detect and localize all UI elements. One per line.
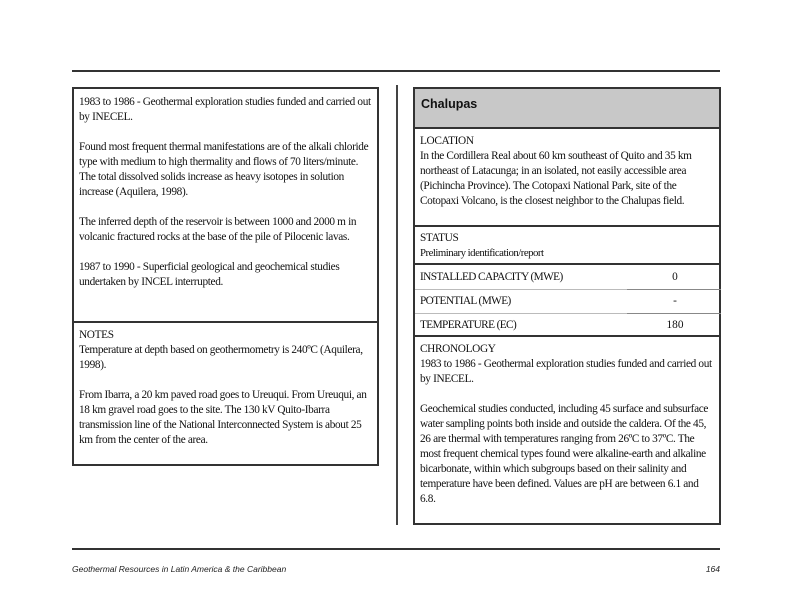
footer-rule xyxy=(72,548,720,550)
site-name: Chalupas xyxy=(421,97,478,111)
metric-row-installed-capacity xyxy=(415,265,719,289)
history-paragraph: Found most frequent thermal manifestations are of the alkali chloride type with medium to high thermality and flows of 70 liters/minute. The total dissolved solids increase as heavy isotopes in solution increase (Aquilera, 1998). xyxy=(79,141,369,198)
metric-value: 0 xyxy=(672,271,678,283)
status-value: Preliminary identification/report xyxy=(420,247,544,259)
history-paragraph: 1983 to 1986 - Geothermal exploration studies funded and carried out by INECEL. xyxy=(79,96,371,123)
header-rule xyxy=(72,70,720,72)
notes-section xyxy=(74,323,377,464)
notes-paragraph: From Ibarra, a 20 km paved road goes to Ureuqui. From Ureuqui, an 18 km gravel road goes to the site. The 130 kV Quito-Ibarra transmission line of the National Interconnected System is about 25 km from the center of the area. xyxy=(79,389,367,446)
location-text: In the Cordillera Real about 60 km southeast of Quito and 35 km northeast of Latacunga; in an isolated, not easily accessible area (Pichincha Province). The Cotopaxi National Park, site of the Cotopaxi Volcano, is the closest neighbor to the Chalupas field. xyxy=(420,150,692,207)
chronology-heading: CHRONOLOGY xyxy=(420,343,496,355)
notes-heading: NOTES xyxy=(79,329,114,341)
history-section xyxy=(74,89,377,323)
column-divider xyxy=(396,85,398,525)
history-paragraph: 1987 to 1990 - Superficial geological and geochemical studies undertaken by INCEL interrupted. xyxy=(79,261,340,288)
status-heading: STATUS xyxy=(420,232,459,244)
chronology-section xyxy=(415,337,719,523)
metric-value: - xyxy=(673,295,677,307)
metric-row-potential xyxy=(415,289,719,313)
notes-paragraph: Temperature at depth based on geothermometry is 240ºC (Aquilera, 1998). xyxy=(79,344,363,371)
location-section xyxy=(415,129,719,227)
metric-label: POTENTIAL (MWE) xyxy=(420,295,511,307)
metric-label: INSTALLED CAPACITY (MWE) xyxy=(420,271,563,283)
status-section xyxy=(415,227,719,265)
metric-row-temperature xyxy=(415,313,719,337)
history-paragraph: The inferred depth of the reservoir is between 1000 and 2000 m in volcanic fractured rocks at the base of the pile of Pilocenic lavas. xyxy=(79,216,357,243)
metrics-table xyxy=(415,265,719,337)
site-profile-box xyxy=(413,87,721,525)
footer-title: Geothermal Resources in Latin America & the Caribbean xyxy=(72,564,287,574)
metric-value: 180 xyxy=(666,319,684,331)
page-number: 164 xyxy=(705,564,720,574)
location-heading: LOCATION xyxy=(420,135,474,147)
chronology-paragraph: Geochemical studies conducted, including 45 surface and subsurface water sampling points both inside and outside the caldera. Of the 45, 26 are thermal with temperatures ranging from 26ºC to 37ºC. The most frequent chemical types found were alkaline-earth and alkaline bicarbonate, within which subgroups based on their salinity and temperature have been defined. Values are pH are between 6.1 and 6.8. xyxy=(420,403,709,505)
metric-label: TEMPERATURE (ЕC) xyxy=(420,319,517,331)
chronology-paragraph: 1983 to 1986 - Geothermal exploration studies funded and carried out by INECEL. xyxy=(420,358,712,385)
site-header xyxy=(415,89,719,129)
left-continuation-box xyxy=(72,87,379,466)
